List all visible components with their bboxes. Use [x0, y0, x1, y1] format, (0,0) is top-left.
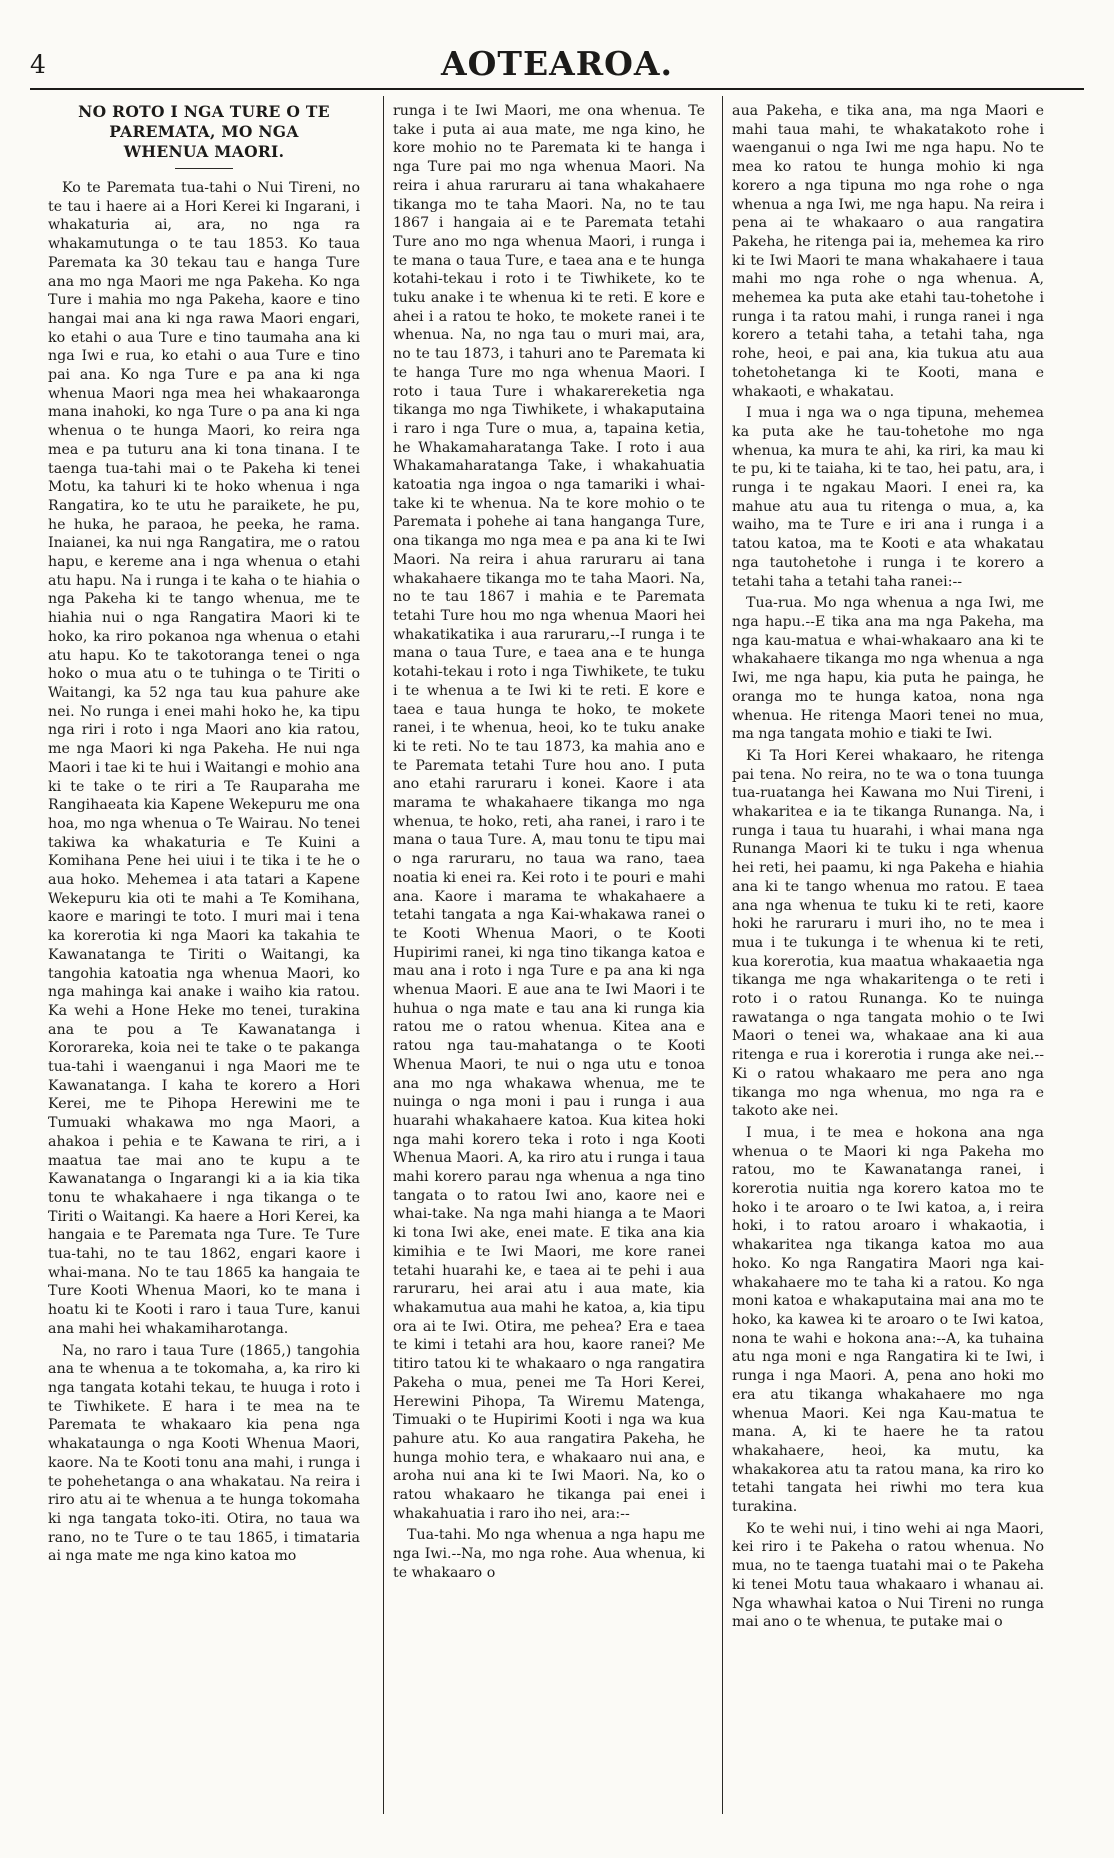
masthead [30, 44, 1084, 86]
paragraph: Ko te Paremata tua-tahi o Nui Tireni, no te tau i haere ai a Hori Kerei ki Ingarani, i whakaturia ai, ara, no nga ra whakamutunga o te tau 1853. Ko taua Paremata ka 30 tekau tau e hanga Ture ana mo nga Maori me nga Pakeha. Ko nga Ture i mahia mo nga Pakeha, kaore e tino hangai mai ana ki nga rawa Maori engari, ko etahi o aua Ture e tino taumaha ana ki nga Iwi e rua, ko etahi o aua Ture e tino pai ana. Ko nga Ture e pa ana ki nga whenua Maori nga mea hei whakaaronga mana inahoki, ko nga Ture o pa ana ki nga whenua o te hunga Maori, ko reira nga mea e pa tuturu ana ki tona tinana. I te taenga tua-tahi mai o te Pakeha ki tenei Motu, ka tahuri ki te hoko whenua i nga Rangatira, ko te utu he paraikete, he pu, he huka, he paraoa, he peeka, he rama. Inaianei, ka nui nga Rangatira, me o ratou hapu, e kereme ana i nga whenua o etahi atu hapu. Na i runga i te kaha o te hiahia o nga Pakeha ki te tango whenua, me te hiahia nui o nga Rangatira Maori ki te hoko, ka riro pokanoa nga whenua o etahi atu hapu. Ko te takotoranga tenei o nga hoko o mua atu o te tuhinga o te Tiriti o Waitangi, ka 52 nga tau kua pahure ake nei. No runga i enei mahi hoko he, ka tipu nga riri i roto i nga Maori ano kia ratou, me nga Maori ki nga Pakeha. He nui nga Maori i tae ki te hui i Waitangi e mohio ana ki te take o te riri a Te Rauparaha me Rangihaeata kia Kapene Wekepuru me ona hoa, mo nga whenua o Te Wairau. No tenei takiwa ka whakaturia e Te Kuini a Komihana Pene hei uiui i te tika i te he o aua hoko. Mehemea i ata tatari a Kapene Wekepuru kia oti te mahi a Te Komihana, kaore e maringi te toto. I muri mai i tena ka korerotia ki nga Maori ka takahia te Kawanatanga te Tiriti o Waitangi, ka tangohia katoatia nga whenua Maori, ko nga mahinga kai anake i waiho kia ratou. Ka wehi a Hone Heke mo tenei, turakina ana te pou a Te Kawanatanga i Kororareka, koia nei te take o te pakanga tua-tahi i waenganui i nga Maori me te Kawanatanga. I kaha te korero a Hori Kerei, me te Pihopa Herewini me te Tumuaki whakawa mo nga Maori, a ahakoa i pehia e te Kawana te riri, a i maatua tae mai ano te kupu a te Kawanatanga o Ingarangi ki a ia kia tika tonu te whakahaere i nga tikanga o te Tiriti o Waitangi. Ka haere a Hori Kerei, ka hangaia e te Paremata nga Ture. Te Ture tua-tahi, no te tau 1862, engari kaore i whai-mana. No te tau 1865 ka hangaia te Ture Kooti Whenua Maori, ko te mana i hoatu ki te Kooti i raro i taua Ture, kanui ana mahi hei whakamiharotanga. [48, 180, 360, 1337]
column-rule-2 [722, 96, 723, 1814]
article-headline [48, 102, 360, 162]
paragraph: I mua i nga wa o nga tipuna, mehemea ka puta ake he tau-tohetohe mo nga whenua, ka mura te ahi, ka riri, ka mau ki te pu, ki te taiaha, ki te tao, hei patu, ara, i runga i te ngakau Maori. I enei ra, ka mahue atu aua tu ritenga o mua, a, ka waiho, ma te Ture e iri ana i runga i a tatou katoa, ma te Kooti e ata whakatau nga tautohetohe i runga i te korero a tetahi taha a tetahi taha ranei:-- [732, 405, 1044, 590]
paragraph: Tua-tahi. Mo nga whenua a nga hapu me nga Iwi.--Na, mo nga rohe. Aua whenua, ki te whakaaro o [393, 1527, 705, 1581]
headline-line-3: WHENUA MAORI. [123, 142, 285, 161]
publication-title: AOTEAROA. [441, 44, 673, 83]
column-2 [393, 102, 705, 1816]
paragraph: Ki Ta Hori Kerei whakaaro, he ritenga pai tena. No reira, no te wa o tona tuunga tua-ruatanga hei Kawana mo Nui Tireni, i whakaritea e ia te tikanga Runanga. Na, i runga i taua tu huarahi, i whai mana nga Runanga Maori ki te tuku i nga whenua hei reti, hei paamu, ki nga Pakeha e hiahia ana ki te tango whenua mo ratou. E taea ana nga whenua te tuku ki te reti, kaore hoki he raruraru i muri iho, no te mea i mua i te tukunga i te whenua ki te reti, kua korerotia, kua maatua whakaaetia nga tikanga me nga whakaritenga o te reti i roto i o ratou Runanga. Ko te nuinga rawatanga o nga tangata mohio o te Iwi Maori o tenei wa, whakaae ana ki aua ritenga e rua i korerotia i runga ake nei.--Ki o ratou whakaaro me pera ano nga tikanga mo nga whenua, mo nga ra e takoto ake nei. [732, 747, 1044, 1120]
paragraph: Tua-rua. Mo nga whenua a nga Iwi, me nga hapu.--E tika ana ma nga Pakeha, ma nga kau-matua e whai-whakaaro ana ki te whakahaere tikanga mo nga whenua a nga Iwi, me nga hapu, kia puta he painga, he oranga mo te hunga katoa, nona nga whenua. He ritenga Maori tenei no mua, ma nga tangata mohio e tiaki te Iwi. [732, 595, 1044, 743]
paragraph: I mua, i te mea e hokona ana nga whenua o te Maori ki nga Pakeha mo ratou, mo te Kawanatanga ranei, i korerotia nuitia nga korero katoa mo te hoko i te aroaro o te Iwi katoa, a, i reira hoki, i to ratou aroaro i whakaotia, i whakaritea nga tikanga katoa mo aua hoko. Ko nga Rangatira Maori nga kai-whakahaere mo te taha ki a ratou. Ko nga moni katoa e whakaputaina mai ana mo te hoko, ka kawea ki te aroaro o te Iwi katoa, nona te wahi e hokona ana:--A, ka tuhaina atu nga moni e nga Rangatira ki te Iwi, i runga i nga Maori. A, pena ano hoki mo era atu tikanga whakahaere mo nga whenua Maori. Kei nga Kau-matua te mana. A, ki te haere he ta ratou whakahaere, heoi, ka mutu, ka whakakorea atu ta ratou mana, ka riro ko tetahi tangata hei riwhi mo tera kua turakina. [732, 1124, 1044, 1516]
column-3 [732, 102, 1044, 1816]
headline-line-1: NO ROTO I NGA TURE O TE [78, 102, 330, 121]
paragraph: runga i te Iwi Maori, me ona whenua. Te take i puta ai aua mate, me nga kino, he kore mohio no te Paremata ki te hanga i nga Ture pai mo nga whenua Maori. Na reira i ahua raruraru ai tana whakahaere tikanga mo te taha Maori. Na, no te tau 1867 i hangaia ai e te Paremata tetahi Ture ano mo nga whenua Maori, i runga i te mana o taua Ture, e taea ana e te hunga kotahi-tekau i roto i te Tiwhikete, ko te tuku anake i te whenua ki te reti. E kore e ahei i a ratou te hoko, te mokete ranei i te whenua. Na, no nga tau o muri mai, ara, no te tau 1873, i tahuri ano te Paremata ki te hanga Ture mo nga whenua Maori. I roto i taua Ture i whakarereketia nga tikanga mo nga Tiwhikete, i whakaputaina i raro i nga Ture o mua, a, tapaina ketia, he Whakamaharatanga Take. I roto i aua Whakamaharatanga Take, i whakahuatia katoatia nga ingoa o nga tamariki i whai-take ki te whenua. Na te kore mohio o te Paremata i pohehe ai tana hanganga Ture, ona tikanga mo nga mea e pa ana ki te Iwi Maori. Na reira i ahua raruraru ai tana whakahaere tikanga mo te taha Maori. Na, no te tau 1867 i mahia e te Paremata tetahi Ture hou mo nga whenua Maori hei whakatikatika i aua raruraru,--I runga i te mana o taua Ture, e taea ana e te hunga kotahi-tekau i roto i nga Tiwhikete, te tuku i te whenua a te Iwi ki te reti. E kore e taea e taua hunga te hoko, te mokete ranei, i te whenua, heoi, ko te tuku anake ki te reti. No te tau 1873, ka mahia ano e te Paremata tetahi Ture hou ano. I puta ano etahi raruraru i konei. Kaore i ata marama te whakahaere tikanga mo nga whenua, te hoko, reti, aha ranei, i raro i te mana o taua Ture. A, mau tonu te tipu mai o nga raruraru, no taua wa rano, taea noatia ki enei ra. Kei roto i te pouri e mahi ana. Kaore i marama te whakahaere a tetahi tangata a nga Kai-whakawa ranei o te Kooti Whenua Maori, o te Kooti Hupirimi ranei, ki nga tino tikanga katoa e mau ana i roto i nga Ture e pa ana ki nga whenua Maori. E aue ana te Iwi Maori i te huhua o nga mate e tau ana ki runga kia ratou me o ratou whenua. Kitea ana e ratou nga tau-mahatanga o te Kooti Whenua Maori, te nui o nga utu e tonoa ana mo nga whakawa whenua, me te nuinga o nga moni i pau i runga i aua huarahi whakahaere katoa. Kua kitea hoki nga mahi korero teka i roto i nga Kooti Whenua Maori. A, ka riro atu i runga i taua mahi korero parau nga whenua a nga tino tangata o to ratou Iwi ano, kaore nei e whai-take. Na nga mahi hianga a te Maori ki tona Iwi ake, enei mate. E tika ana kia kimihia e te Iwi Maori, me kore ranei tetahi huarahi ke, e taea ai te pehi i aua raruraru, hei arai atu i aua mate, kia whakamutua aua mahi he katoa, a, kia tipu ora ai te Iwi. Otira, me pehea? Era e taea te kimi i tetahi ara hou, kaore ranei? Me titiro tatou ki te whakaaro o nga rangatira Pakeha o mua, penei me Ta Hori Kerei, Herewini Pihopa, Ta Wiremu Matenga, Timuaki o te Hupirimi Kooti i nga wa kua pahure atu. Ko aua rangatira Pakeha, he hunga mohio tera, e whakaaro nui ana, e aroha nui ana ki te Iwi Maori. Na, ko o ratou whakaaro he tikanga pai enei i whakahuatia i raro iho nei, ara:-- [393, 103, 705, 1522]
paragraph: Na, no raro i taua Ture (1865,) tangohia ana te whenua a te tokomaha, a, ka riro ki nga tangata kotahi tekau, te huuga i roto i te Tiwhikete. E hara i te mea na te Paremata te whakaaro kia pena nga whakataunga o nga Kooti Whenua Maori, kaore. Na te Kooti tonu ana mahi, i runga i te pohehetanga o ana whakatau. Na reira i riro atu ai te whenua a te hunga tokomaha ki nga tangata toko-iti. Otira, no taua wa rano, no te Ture o te tau 1865, i timataria ai nga mate me nga kino katoa mo [48, 1342, 360, 1565]
page-number: 4 [30, 50, 46, 79]
paragraph: Ko te wehi nui, i tino wehi ai nga Maori, kei riro i te Pakeha o ratou whenua. No mua, no te taenga tuatahi mai o te Pakeha ki tenei Motu taua whakaaro i whanau ai. Nga whawhai katoa o Nui Tireni no runga mai ano o te whenua, te putake mai o [732, 1520, 1044, 1631]
headline-separator [175, 168, 233, 169]
masthead-rule [30, 88, 1084, 90]
column-1 [48, 102, 360, 1816]
headline-line-2: PAREMATA, MO NGA [109, 122, 299, 141]
column-rule-1 [383, 96, 384, 1814]
paragraph: aua Pakeha, e tika ana, ma nga Maori e mahi taua mahi, te whakatakoto rohe i waenganui o nga Iwi me nga hapu. No te mea ko ratou te hunga mohio ki nga korero a nga tipuna mo nga rohe o nga whenua a nga Iwi, me nga hapu. Na reira i pena ai te whakaaro o aua rangatira Pakeha, he ritenga pai ia, mehemea ka riro ki te Iwi Maori te mana whakahaere i taua mahi mo nga rohe o nga whenua. A, mehemea ka puta ake etahi tau-tohetohe i runga i ta ratou mahi, i runga ranei i nga korero a tetahi taha, a tetahi taha, nga rohe, heoi, e pai ana, kia tukua atu aua tohetohetanga ki te Kooti, mana e whakaoti, e whakatau. [732, 103, 1044, 400]
